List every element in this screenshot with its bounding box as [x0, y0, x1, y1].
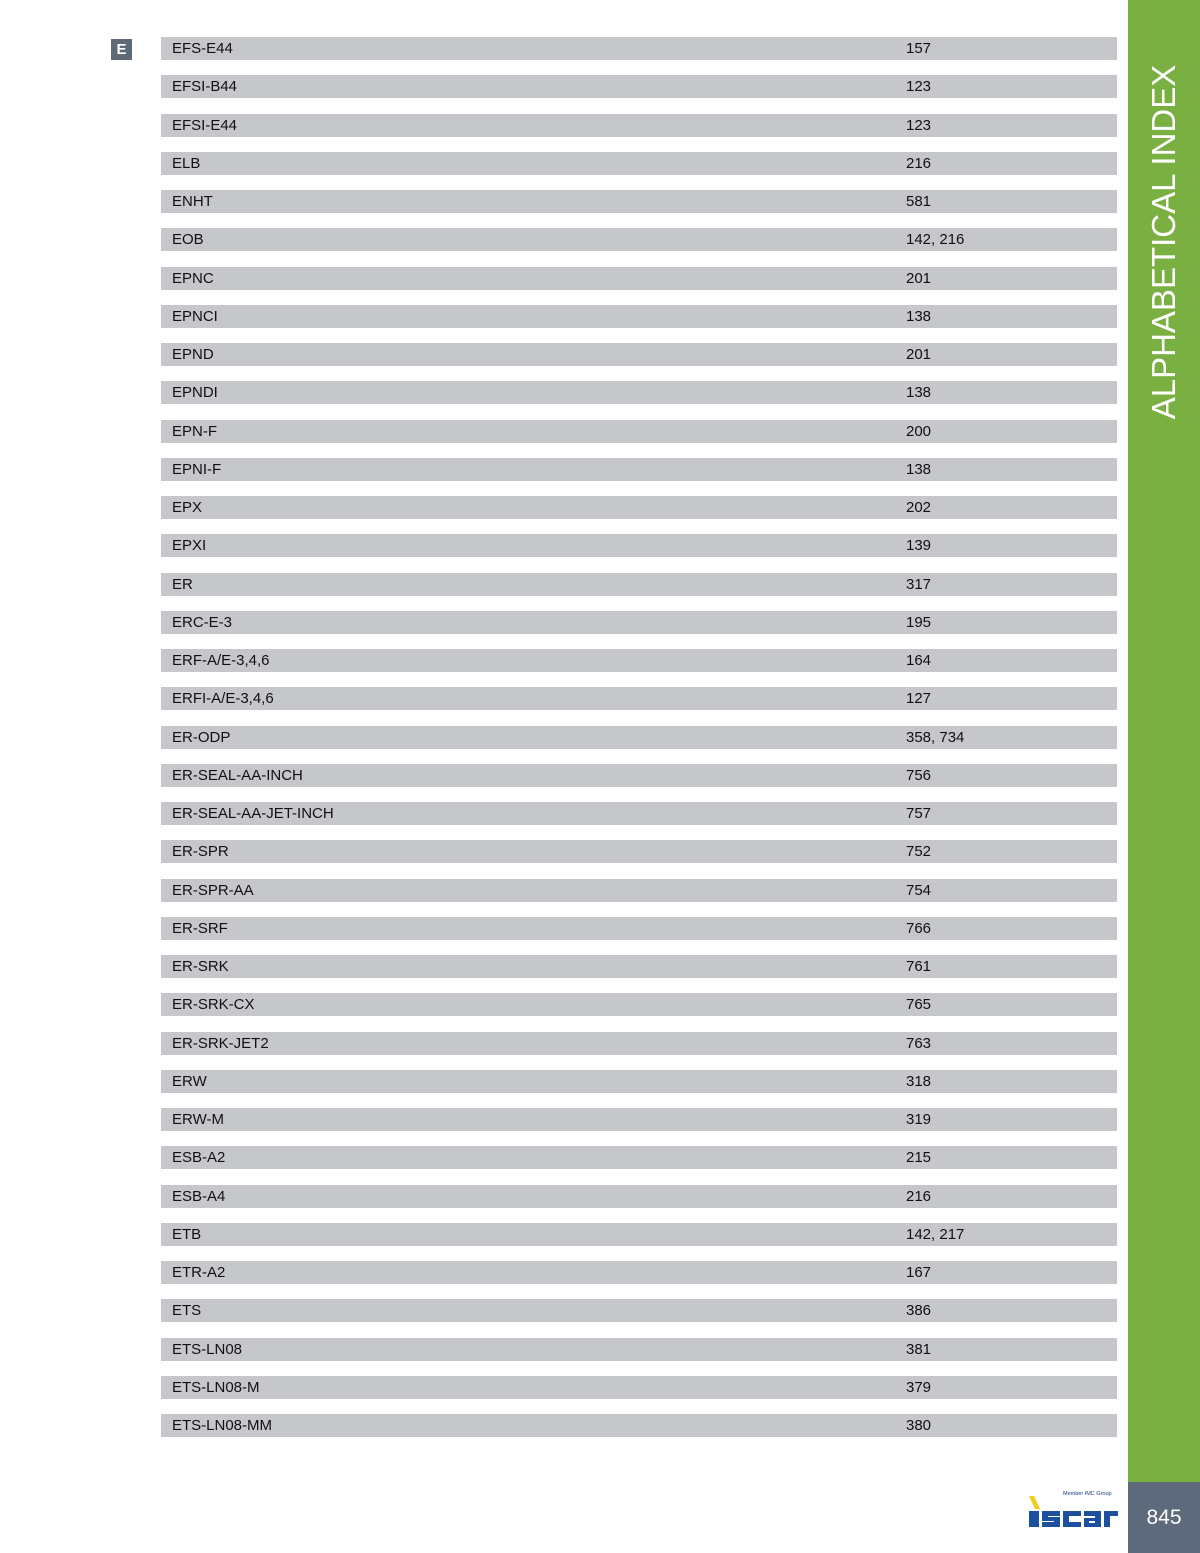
index-row[interactable] [161, 305, 1117, 328]
index-pages[interactable]: 754 [906, 881, 932, 899]
index-pages[interactable]: 215 [906, 1149, 932, 1167]
index-term: ERW-M [172, 1111, 224, 1128]
index-term: EOB [172, 231, 204, 249]
index-row[interactable] [161, 534, 1117, 557]
index-row[interactable] [161, 1146, 1117, 1169]
index-term: ERF-A/E-3,4,6 [172, 652, 270, 669]
index-pages[interactable]: 319 [906, 1111, 932, 1128]
index-term: ER [172, 575, 193, 593]
index-row[interactable] [161, 1108, 1117, 1131]
index-row[interactable] [161, 1032, 1117, 1055]
index-pages[interactable]: 157 [906, 40, 932, 57]
index-term: ESB-A4 [172, 1187, 226, 1205]
index-row[interactable] [161, 917, 1117, 940]
index-row[interactable] [161, 75, 1117, 98]
index-row[interactable] [161, 1261, 1117, 1284]
index-pages[interactable]: 386 [906, 1302, 932, 1320]
index-row[interactable] [161, 879, 1117, 902]
index-term: ESB-A2 [172, 1149, 226, 1167]
index-term: ER-SEAL-AA-JET-INCH [172, 805, 334, 822]
index-row[interactable] [161, 343, 1117, 366]
index-pages[interactable]: 318 [906, 1072, 932, 1090]
index-pages[interactable]: 757 [906, 805, 932, 822]
index-row[interactable] [161, 1376, 1117, 1399]
index-term: EPND [172, 346, 214, 363]
index-term: ER-SPR-AA [172, 881, 254, 899]
index-row[interactable] [161, 152, 1117, 175]
index-pages[interactable]: 765 [906, 996, 932, 1014]
index-term: ERW [172, 1072, 207, 1090]
index-row[interactable] [161, 687, 1117, 710]
index-term: ER-SRK-CX [172, 996, 255, 1014]
index-row[interactable] [161, 1070, 1117, 1093]
index-pages[interactable]: 123 [906, 116, 932, 134]
index-term: ETR-A2 [172, 1264, 226, 1281]
index-pages[interactable]: 167 [906, 1264, 932, 1281]
index-term: EPNDI [172, 384, 218, 402]
index-term: ERC-E-3 [172, 613, 233, 631]
index-pages[interactable]: 127 [906, 690, 932, 708]
iscar-logo-icon [1027, 1491, 1119, 1529]
index-pages[interactable]: 200 [906, 422, 932, 440]
index-row[interactable] [161, 190, 1117, 213]
index-row[interactable] [161, 114, 1117, 137]
index-row[interactable] [161, 993, 1117, 1016]
index-row[interactable] [161, 228, 1117, 251]
index-term: EPNCI [172, 307, 218, 325]
index-pages[interactable]: 766 [906, 919, 932, 937]
index-pages[interactable]: 142, 216 [906, 231, 965, 249]
index-pages[interactable]: 756 [906, 766, 932, 784]
index-row[interactable] [161, 496, 1117, 519]
index-pages[interactable]: 216 [906, 1187, 932, 1205]
index-term: EFS-E44 [172, 40, 233, 57]
index-term: EPXI [172, 537, 207, 555]
index-row[interactable] [161, 649, 1117, 672]
index-row[interactable] [161, 37, 1117, 60]
index-pages[interactable]: 379 [906, 1378, 932, 1396]
index-term: ER-SPR [172, 843, 229, 861]
index-term: EPNI-F [172, 460, 222, 478]
index-row[interactable] [161, 802, 1117, 825]
index-term: ERFI-A/E-3,4,6 [172, 690, 274, 708]
index-row[interactable] [161, 420, 1117, 443]
index-term: ETS-LN08-M [172, 1378, 260, 1396]
index-pages[interactable]: 202 [906, 499, 932, 516]
index-term: ER-SRF [172, 919, 228, 937]
index-term: ELB [172, 154, 201, 172]
index-term: EFSI-B44 [172, 78, 238, 96]
section-letter-badge: E [111, 39, 132, 60]
index-pages[interactable]: 763 [906, 1034, 932, 1052]
index-term: ER-ODP [172, 728, 231, 746]
index-row[interactable] [161, 1299, 1117, 1322]
index-pages[interactable]: 358, 734 [906, 728, 965, 746]
index-row[interactable] [161, 1185, 1117, 1208]
index-pages[interactable]: 201 [906, 346, 932, 363]
index-pages[interactable]: 139 [906, 537, 932, 555]
index-row[interactable] [161, 764, 1117, 787]
index-pages[interactable]: 216 [906, 154, 932, 172]
index-term: ER-SEAL-AA-INCH [172, 766, 303, 784]
index-row[interactable] [161, 458, 1117, 481]
index-term: EPX [172, 499, 203, 516]
index-term: EFSI-E44 [172, 116, 238, 134]
index-row[interactable] [161, 1414, 1117, 1437]
index-row[interactable] [161, 955, 1117, 978]
index-pages[interactable]: 138 [906, 384, 932, 402]
index-pages[interactable]: 761 [906, 958, 932, 975]
index-row[interactable] [161, 1338, 1117, 1361]
iscar-logo [1027, 1491, 1119, 1529]
index-term: ENHT [172, 193, 213, 210]
sidebar-section-tab [1128, 0, 1200, 1482]
index-row[interactable] [161, 840, 1117, 863]
logo-tagline: Member IMC Group [1063, 1491, 1112, 1497]
index-term: EPNC [172, 269, 214, 287]
index-row[interactable] [161, 267, 1117, 290]
page-number: 845 [1128, 1482, 1200, 1553]
index-pages[interactable]: 142, 217 [906, 1225, 965, 1243]
index-term: ETS-LN08-MM [172, 1417, 273, 1434]
index-term: ETS-LN08 [172, 1340, 243, 1358]
index-row[interactable] [161, 381, 1117, 404]
index-pages[interactable]: 381 [906, 1340, 932, 1358]
index-row[interactable] [161, 611, 1117, 634]
index-pages[interactable]: 195 [906, 613, 932, 631]
sidebar-title: ALPHABETICAL INDEX [1145, 64, 1182, 420]
index-term: ER-SRK-JET2 [172, 1034, 269, 1052]
index-pages[interactable]: 317 [906, 575, 932, 593]
index-pages[interactable]: 138 [906, 307, 932, 325]
index-term: ETB [172, 1225, 202, 1243]
index-row[interactable] [161, 1223, 1117, 1246]
index-pages[interactable]: 201 [906, 269, 932, 287]
index-term: EPN-F [172, 422, 217, 440]
index-pages[interactable]: 380 [906, 1417, 932, 1434]
index-row[interactable] [161, 726, 1117, 749]
index-term: ETS [172, 1302, 202, 1320]
index-pages[interactable]: 164 [906, 652, 932, 669]
index-term: ER-SRK [172, 958, 229, 975]
index-row[interactable] [161, 573, 1117, 596]
index-pages[interactable]: 138 [906, 460, 932, 478]
index-pages[interactable]: 752 [906, 843, 932, 861]
index-pages[interactable]: 123 [906, 78, 932, 96]
index-pages[interactable]: 581 [906, 193, 932, 210]
